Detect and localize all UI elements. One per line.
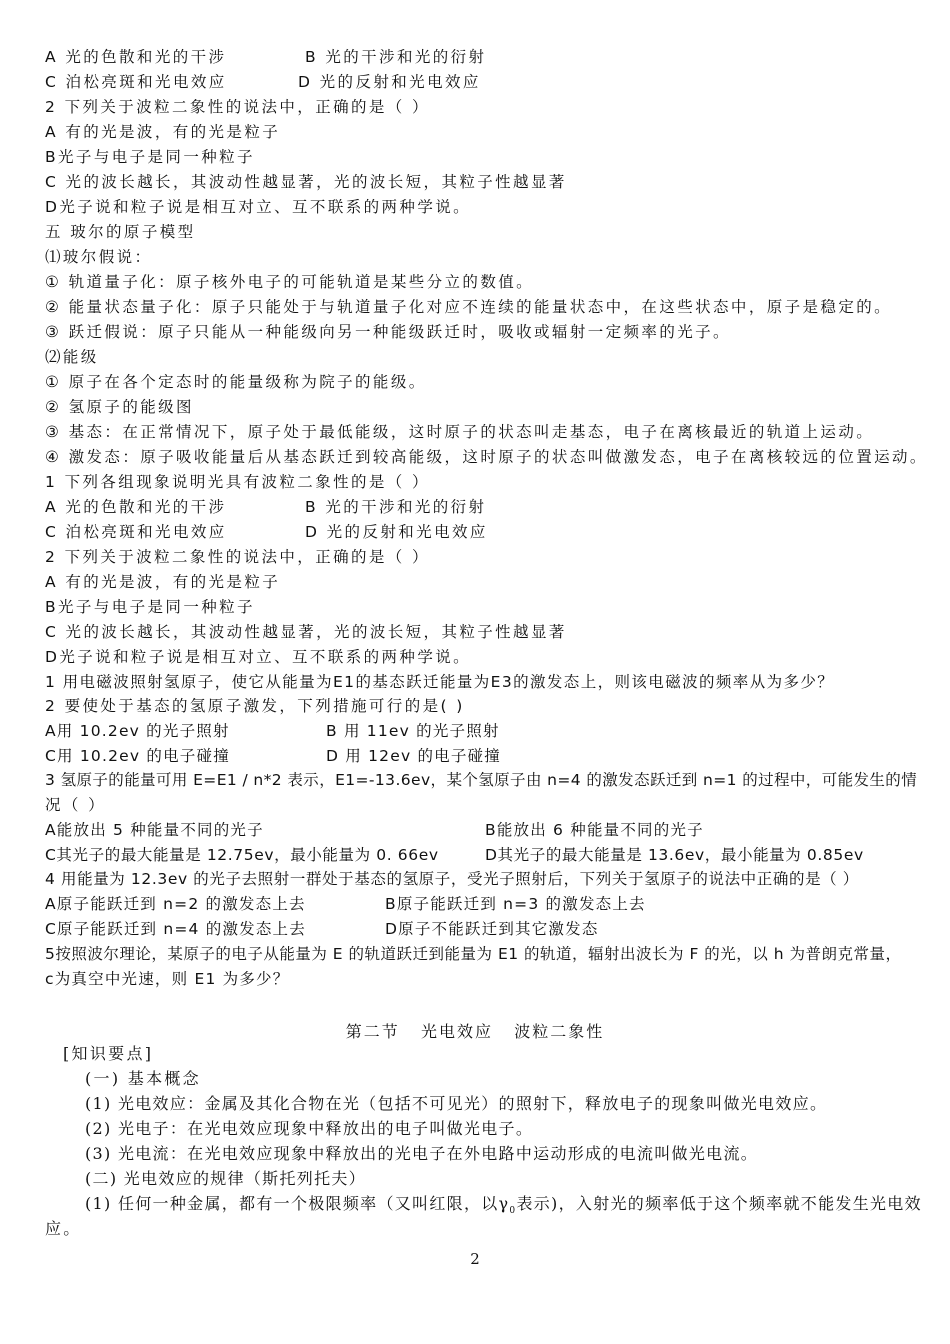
option-c: C 光的波长越长，其波动性越显著，光的波长短，其粒子性越显著 — [45, 173, 567, 191]
paragraph: ② 氢原子的能级图 — [45, 398, 194, 416]
option-a: A 有的光是波，有的光是粒子 — [45, 123, 281, 141]
option-row — [45, 919, 599, 939]
subheading: ⑴玻尔假说： — [45, 248, 153, 266]
option-c: C 泊松亮斑和光电效应 — [45, 523, 227, 541]
option-c: C用 10.2ev 的电子碰撞 — [45, 747, 230, 765]
paragraph: 应。 — [45, 1219, 82, 1238]
subscript: 0 — [509, 1206, 517, 1217]
option-b: B光子与电子是同一种粒子 — [45, 598, 255, 616]
paragraph-text: (1) 任何一种金属，都有一个极限频率（又叫红限，以γ — [85, 1194, 510, 1213]
option-row — [45, 746, 501, 766]
question-stem: c为真空中光速，则 E1 为多少？ — [45, 970, 290, 988]
option-row — [45, 820, 704, 840]
option-a: A能放出 5 种能量不同的光子 — [45, 821, 264, 839]
option-row — [45, 72, 481, 92]
option-d: D 光的反射和光电效应 — [305, 523, 488, 541]
paragraph: ④ 激发态：原子吸收能量后从基态跃迁到较高能级，这时原子的状态叫做激发态，电子在离核较远的位置运动。 — [45, 448, 928, 466]
option-row — [45, 522, 488, 542]
question-stem: 2 下列关于波粒二象性的说法中，正确的是（ ） — [45, 548, 430, 566]
paragraph-text: 表示)，入射光的频率低于这个频率就不能发生光电效 — [516, 1194, 922, 1213]
question-stem: 4 用能量为 12.3ev 的光子去照射一群处于基态的氢原子，受光子照射后，下列关于氢原子的说法中正确的是（ ） — [45, 870, 859, 888]
option-b: B光子与电子是同一种粒子 — [45, 148, 255, 166]
paragraph: (2) 光电子：在光电效应现象中释放出的电子叫做光电子。 — [85, 1119, 534, 1138]
option-b: B原子能跃迁到 n=3 的激发态上去 — [385, 895, 646, 913]
option-d: D 光的反射和光电效应 — [298, 73, 481, 91]
subheading: (一) 基本概念 — [85, 1069, 201, 1088]
paragraph: ③ 跃迁假说：原子只能从一种能级向另一种能级跃迁时，吸收或辐射一定频率的光子。 — [45, 323, 731, 341]
option-b: B 用 11ev 的光子照射 — [326, 722, 500, 740]
option-a: A原子能跃迁到 n=2 的激发态上去 — [45, 895, 306, 913]
paragraph: (3) 光电流：在光电效应现象中释放出的光电子在外电路中运动形成的电流叫做光电流。 — [85, 1144, 759, 1163]
option-d: D其光子的最大能量是 13.6ev，最小能量为 0.85ev — [485, 846, 864, 864]
subheading: (二) 光电效应的规律（斯托列托夫） — [85, 1169, 366, 1188]
option-row — [45, 47, 487, 67]
option-a: A 光的色散和光的干涉 — [45, 498, 227, 516]
option-c: C原子能跃迁到 n=4 的激发态上去 — [45, 920, 306, 938]
paragraph: ① 原子在各个定态时的能量级称为院子的能级。 — [45, 373, 427, 391]
option-b: B 光的干涉和光的衍射 — [305, 498, 487, 516]
option-c: C其光子的最大能量是 12.75ev，最小能量为 0. 66ev — [45, 846, 439, 864]
subheading: [知识要点] — [63, 1044, 154, 1063]
question-stem: 况（ ） — [45, 796, 107, 814]
option-d: D光子说和粒子说是相互对立、互不联系的两种学说。 — [45, 648, 472, 666]
question-stem: 3 氢原子的能量可用 E=E1 / n*2 表示，E1=-13.6ev，某个氢原子由 n=4 的激发态跃迁到 n=1 的过程中，可能发生的情 — [45, 771, 918, 789]
question-stem: 1 下列各组现象说明光具有波粒二象性的是（ ） — [45, 473, 430, 491]
paragraph: ③ 基态：在正常情况下，原子处于最低能级，这时原子的状态叫走基态，电子在离核最近的轨道上运动。 — [45, 423, 875, 441]
option-c: C 泊松亮斑和光电效应 — [45, 73, 227, 91]
section-heading: 五 玻尔的原子模型 — [45, 223, 196, 241]
option-row — [45, 497, 487, 517]
option-a: A用 10.2ev 的光子照射 — [45, 722, 230, 740]
option-c: C 光的波长越长，其波动性越显著，光的波长短，其粒子性越显著 — [45, 623, 567, 641]
paragraph: ② 能量状态量子化：原子只能处于与轨道量子化对应不连续的能量状态中，在这些状态中，原子是稳定的。 — [45, 298, 893, 316]
paragraph — [85, 1194, 922, 1221]
section-title: 第二节 光电效应 波粒二象性 — [345, 1022, 605, 1041]
question-stem: 2 下列关于波粒二象性的说法中，正确的是（ ） — [45, 98, 430, 116]
page-number: 2 — [470, 1250, 480, 1268]
option-row — [45, 894, 646, 914]
option-row — [45, 845, 864, 865]
question-stem: 2 要使处于基态的氢原子激发，下列措施可行的是( ) — [45, 697, 465, 715]
option-d: D原子不能跃迁到其它激发态 — [385, 920, 599, 938]
option-row — [45, 721, 500, 741]
option-b: B能放出 6 种能量不同的光子 — [485, 821, 704, 839]
paragraph: ① 轨道量子化：原子核外电子的可能轨道是某些分立的数值。 — [45, 273, 535, 291]
option-d: D光子说和粒子说是相互对立、互不联系的两种学说。 — [45, 198, 472, 216]
question-stem: 1 用电磁波照射氢原子，使它从能量为E1的基态跃迁能量为E3的激发态上，则该电磁波的频率从为多少？ — [45, 673, 835, 691]
option-d: D 用 12ev 的电子碰撞 — [326, 747, 501, 765]
subheading: ⑵能级 — [45, 348, 99, 366]
question-stem: 5按照波尔理论，某原子的电子从能量为 E 的轨道跃迁到能量为 E1 的轨道，辐射出波长为 F 的光，以 h 为普朗克常量， — [45, 945, 902, 963]
option-a: A 光的色散和光的干涉 — [45, 48, 227, 66]
option-a: A 有的光是波，有的光是粒子 — [45, 573, 281, 591]
paragraph: (1) 光电效应：金属及其化合物在光（包括不可见光）的照射下，释放电子的现象叫做光电效应。 — [85, 1094, 828, 1113]
option-b: B 光的干涉和光的衍射 — [305, 48, 487, 66]
